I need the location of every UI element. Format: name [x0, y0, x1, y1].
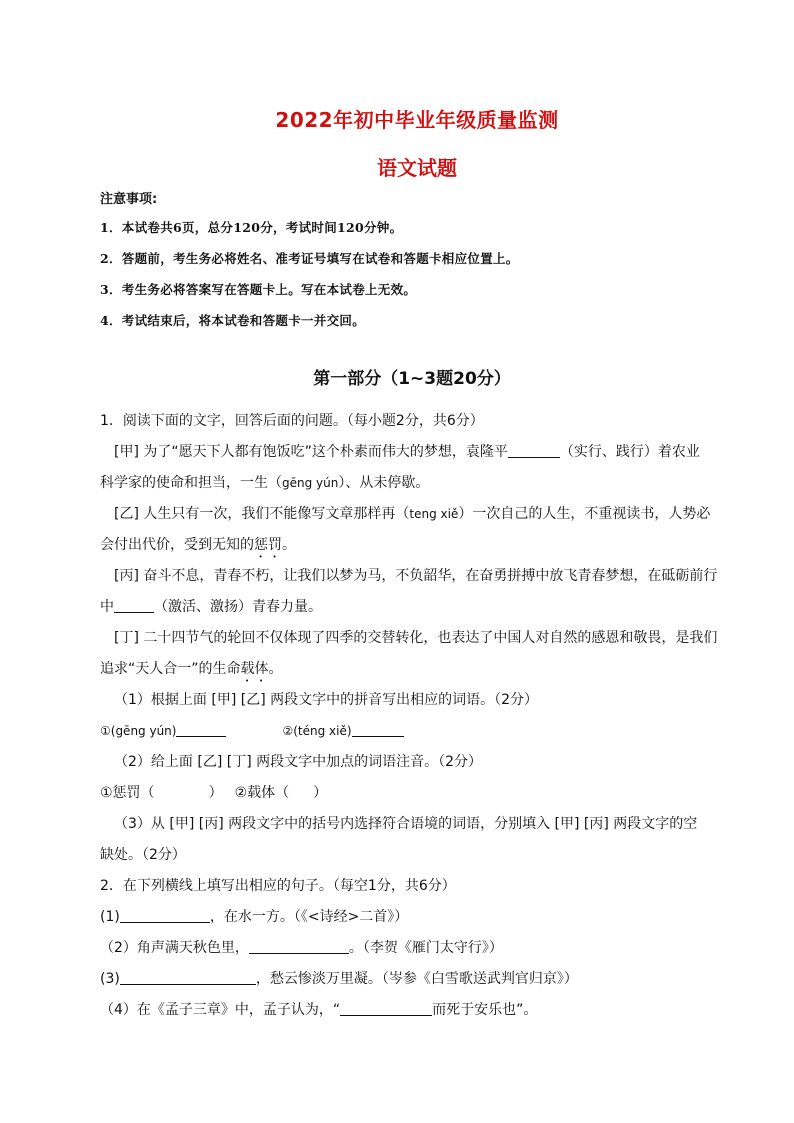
notice-heading: 注意事项:	[100, 192, 158, 207]
answer-blank[interactable]	[340, 997, 432, 1016]
exam-subtitle: 语文试题	[377, 156, 457, 180]
answer-blank[interactable]	[120, 904, 210, 923]
q1-stem: 1．阅读下面的文字，回答后面的问题。（每小题2分，共6分）	[100, 413, 484, 429]
q1-sub1-answers: ①(gēng yún) ②(téng xiě)	[100, 716, 730, 747]
q2-stem: 2．在下列横线上填写出相应的句子。（每空1分，共6分）	[100, 878, 456, 894]
answer-blank[interactable]	[352, 718, 404, 737]
dotted-word: 载体	[240, 661, 269, 677]
q1-yi-line2: 会付出代价，受到无知的惩罚。	[100, 537, 296, 553]
q1-jia-line1: [甲] 为了“愿天下人都有饱饭吃”这个朴素而伟大的梦想，袁隆平 （实行、践行）着农业	[100, 437, 730, 468]
q1-jia-line2: 科学家的使命和担当，一生（gēng yún）、从未停歇。	[100, 475, 430, 491]
q1-sub3-line1: （3）从 [甲] [丙] 两段文字中的括号内选择符合语境的词语，分别填入 [甲] [丙] 两段文字的空	[114, 816, 698, 832]
q1-sub2: （2）给上面 [乙] [丁] 两段文字中加点的词语注音。（2分）	[114, 754, 483, 770]
question-1	[100, 406, 730, 1026]
notice-item: 3．考生务必将答案写在答题卡上。写在本试卷上无效。	[100, 282, 417, 297]
q1-sub3-line2: 缺处。（2分）	[100, 847, 186, 863]
exam-title: 2022年初中毕业年级质量监测	[275, 108, 559, 132]
notice-item: 2．答题前，考生务必将姓名、准考证号填写在试卷和答题卡相应位置上。	[100, 251, 519, 266]
notice-item: 4．考试结束后，将本试卷和答题卡一并交回。	[100, 313, 365, 328]
q2-sentence-4: （4）在《孟子三章》中，孟子认为，“ 而死于安乐也”。	[100, 995, 730, 1026]
pinyin-text: gēng yún	[282, 476, 339, 490]
dotted-word: 惩罚	[254, 537, 282, 553]
q2-sentence-3: (3) ，愁云惨淡万里凝。（岑参《白雪歌送武判官归京》）	[100, 964, 730, 995]
part-one-title: 第一部分（1~3题20分）	[313, 369, 511, 389]
q2-sentence-1: (1) ，在水一方。（《<诗经>二首》）	[100, 902, 730, 933]
q1-yi-line1: [乙] 人生只有一次，我们不能像写文章那样再（teng xiě）一次自己的人生，不重视读书，人势必	[114, 506, 711, 522]
answer-blank[interactable]	[508, 439, 560, 458]
q1-bing-line2: 中 （激活、激扬）青春力量。	[100, 592, 730, 623]
q1-bing-line1: [丙] 奋斗不息，青春不朽，让我们以梦为马，不负韶华，在奋勇拼搏中放飞青春梦想，在砥砺前行	[114, 568, 718, 584]
q1-sub1: （1）根据上面 [甲] [乙] 两段文字中的拼音写出相应的词语。（2分）	[114, 692, 539, 708]
q2-sentence-2: （2）角声满天秋色里， 。（李贺《雁门太守行》）	[100, 933, 730, 964]
answer-blank[interactable]	[176, 718, 226, 737]
answer-blank[interactable]	[114, 594, 154, 613]
q1-ding-line2: 追求“天人合一”的生命载体。	[100, 661, 283, 677]
notice-section	[100, 190, 740, 340]
answer-blank[interactable]	[120, 966, 256, 985]
pinyin-text: teng xiě	[409, 507, 459, 521]
answer-blank[interactable]	[249, 935, 349, 954]
q1-sub2-answers: ①惩罚（ ） ②载体（ ）	[100, 785, 328, 801]
notice-item: 1．本试卷共6页，总分120分，考试时间120分钟。	[100, 220, 403, 235]
q1-ding-line1: [丁] 二十四节气的轮回不仅体现了四季的交替转化，也表达了中国人对自然的感恩和敬畏，是我们	[114, 630, 718, 646]
